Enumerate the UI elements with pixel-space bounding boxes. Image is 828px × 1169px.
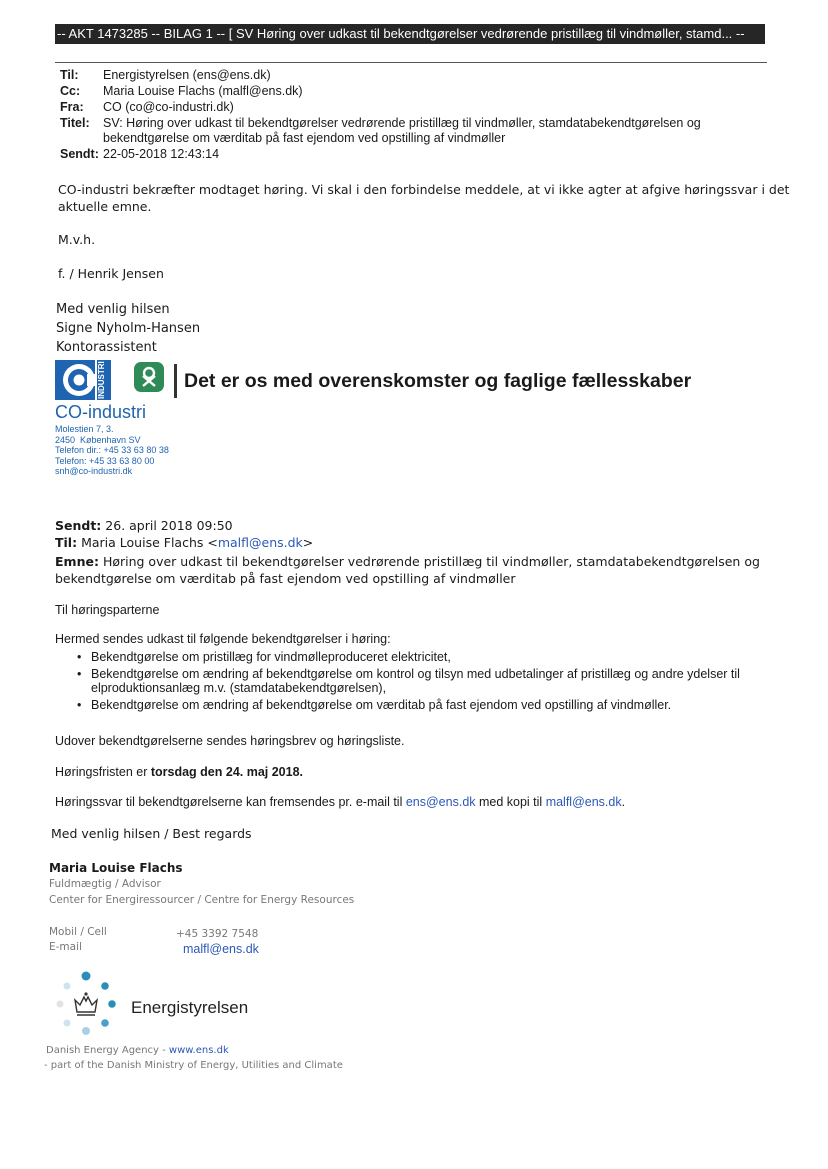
ens-email-link[interactable]: malfl@ens.dk: [183, 942, 259, 956]
co-phone: Telefon: +45 33 63 80 00: [55, 455, 155, 466]
reply-signed: f. / Henrik Jensen: [58, 266, 164, 281]
cc-value: Maria Louise Flachs (malfl@ens.dk): [103, 84, 303, 98]
to-label: Til:: [60, 68, 79, 82]
eco-badge-icon: [134, 362, 164, 392]
ens-sig-center: Center for Energiressourcer / Centre for Energy Resources: [49, 894, 355, 906]
co-logo-vertical-text: INDUSTRI: [97, 361, 106, 399]
fwd-bullet-text-line2: elproduktionsanlæg m.v. (stamdatabekendtgørelsen),: [91, 681, 387, 695]
document-title-bar: -- AKT 1473285 -- BILAG 1 -- [ SV Høring over udkast til bekendtgørelser vedrørende pristillæg til vindmøller, stamd... --: [55, 24, 765, 44]
fwd-deadline: [55, 765, 303, 779]
co-slogan: Det er os med overenskomster og faglige fællesskaber: [184, 370, 692, 392]
reply-body-line2: aktuelle emne.: [58, 199, 152, 214]
fwd-bullet-item: • Bekendtgørelse om ændring af bekendtgørelse om værditab på fast ejendom ved opstilling af vindmøller.: [77, 698, 757, 712]
header-divider: [55, 62, 767, 63]
fwd-sent-value: 26. april 2018 09:50: [105, 518, 233, 533]
fwd-sent: [55, 518, 233, 533]
fwd-reply-email2-link[interactable]: malfl@ens.dk: [545, 795, 622, 809]
fwd-subject-label: Emne:: [55, 554, 99, 569]
fwd-extra: Udover bekendtgørelserne sendes høringsbrev og høringsliste.: [55, 734, 405, 748]
fwd-reply-mid: med kopi til: [475, 795, 546, 809]
fwd-to-name: Maria Louise Flachs <: [81, 535, 218, 550]
ens-mobile-value: +45 3392 7548: [176, 928, 259, 940]
ens-agency-prefix: Danish Energy Agency -: [46, 1045, 169, 1056]
reply-greeting: Med venlig hilsen: [56, 302, 170, 317]
cc-label: Cc:: [60, 84, 81, 98]
fwd-intro: Hermed sendes udkast til følgende bekendtgørelser i høring:: [55, 632, 391, 646]
co-address-line2: 2450 København SV: [55, 434, 141, 445]
reply-body-line1: CO-industri bekræfter modtaget høring. Vi skal i den forbindelse meddele, at vi ikke agter at afgive høringssvar i det: [58, 182, 790, 197]
title-value-line1: SV: Høring over udkast til bekendtgørelser vedrørende pristillæg til vindmøller, stamdatabekendtgørelsen og: [103, 116, 701, 130]
fwd-to: [55, 535, 313, 550]
from-value: CO (co@co-industri.dk): [103, 100, 234, 114]
fwd-deadline-prefix: Høringsfristen er: [55, 765, 151, 779]
ens-email-label: E-mail: [49, 941, 82, 953]
title-label: Titel:: [60, 116, 90, 130]
fwd-reply-prefix: Høringssvar til bekendtgørelserne kan fremsendes pr. e-mail til: [55, 795, 406, 809]
ens-mobile-label: Mobil / Cell: [49, 926, 107, 938]
fwd-bullet-item: [77, 667, 757, 695]
title-value-line2: bekendtgørelse om værditab på fast ejendom ved opstilling af vindmøller: [103, 131, 506, 145]
reply-regards: M.v.h.: [58, 232, 96, 247]
fwd-bullet-text-line1: Bekendtgørelse om ændring af bekendtgørelse om kontrol og tilsyn med udbetalinger af pristillæg og andre ydelser til: [91, 667, 740, 681]
fwd-reply-end: .: [621, 795, 626, 809]
sent-label: Sendt:: [60, 147, 99, 161]
co-address: [55, 424, 169, 477]
ens-ministry: - part of the Danish Ministry of Energy, Utilities and Climate: [44, 1060, 343, 1071]
fwd-to-email-link[interactable]: malfl@ens.dk: [217, 535, 303, 550]
fwd-bullet-item: • Bekendtgørelse om pristillæg for vindmølleproduceret elektricitet,: [77, 650, 757, 664]
fwd-bullet-list: [77, 650, 757, 712]
fwd-to-label: Til:: [55, 535, 78, 550]
fwd-sent-label: Sendt:: [55, 518, 102, 533]
reply-role: Kontorassistent: [56, 340, 157, 355]
co-slogan-divider: [174, 364, 177, 398]
co-address-line1: Molestien 7, 3.: [55, 424, 114, 434]
fwd-to-close: >: [302, 535, 314, 550]
ens-agency-url-link[interactable]: www.ens.dk: [168, 1045, 229, 1056]
ens-sig-name: Maria Louise Flachs: [49, 861, 183, 875]
to-value: Energistyrelsen (ens@ens.dk): [103, 68, 271, 82]
ens-sig-title: Fuldmægtig / Advisor: [49, 878, 161, 890]
fwd-subject-line1: [55, 554, 760, 569]
co-email[interactable]: snh@co-industri.dk: [55, 466, 133, 476]
fwd-deadline-date: torsdag den 24. maj 2018.: [150, 765, 304, 779]
fwd-closing: Med venlig hilsen / Best regards: [51, 826, 252, 841]
sent-value: 22-05-2018 12:43:14: [103, 147, 220, 161]
fwd-reply-email1-link[interactable]: ens@ens.dk: [405, 795, 476, 809]
ens-logo-text: Energistyrelsen: [131, 998, 249, 1017]
reply-name: Signe Nyholm-Hansen: [56, 321, 201, 336]
fwd-reply-instructions: [55, 795, 625, 809]
from-label: Fra:: [60, 100, 84, 114]
fwd-subject-value-line2: bekendtgørelse om værditab på fast ejendom ved opstilling af vindmøller: [55, 571, 516, 586]
ens-agency: [46, 1045, 229, 1056]
fwd-subject-value-line1: Høring over udkast til bekendtgørelser vedrørende pristillæg til vindmøller, stamdatabekendtgørelsen og: [102, 554, 760, 569]
danish-energy-agency-logo-icon: [50, 968, 120, 1038]
co-org-name: CO-industri: [55, 402, 147, 422]
co-industri-logo-icon: [55, 358, 127, 402]
co-phone-direct: Telefon dir.: +45 33 63 80 38: [55, 445, 169, 455]
fwd-salutation: Til høringsparterne: [55, 603, 160, 617]
